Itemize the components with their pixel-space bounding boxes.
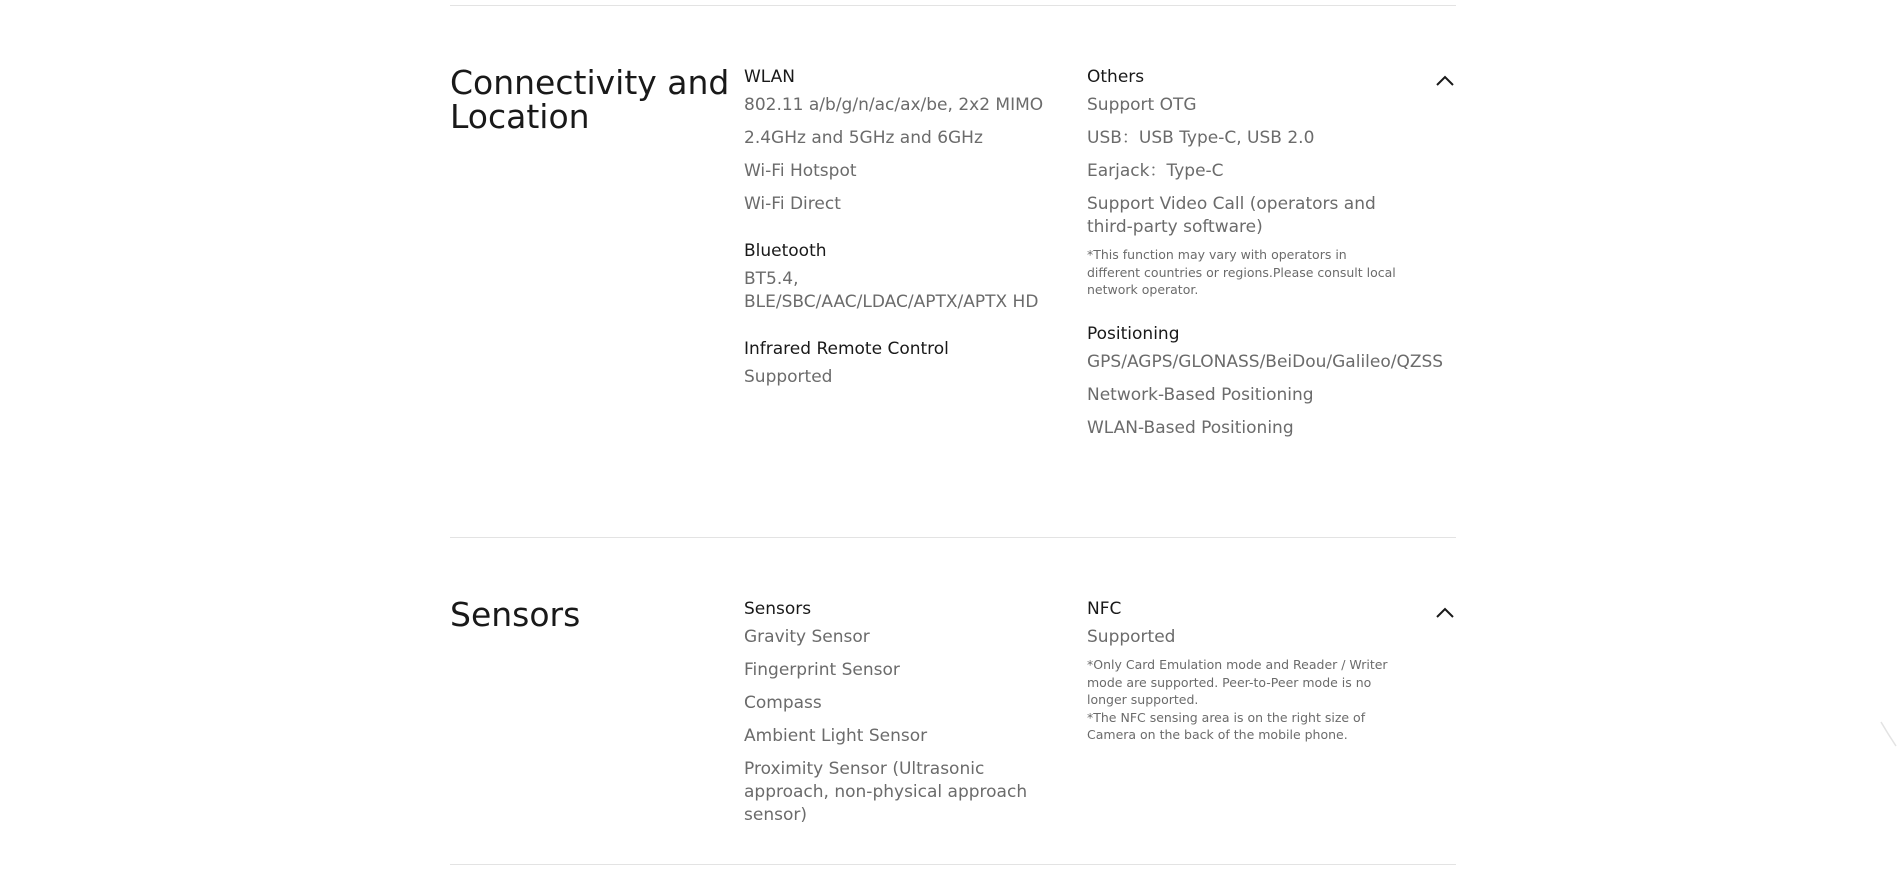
section-title-sensors: Sensors bbox=[450, 595, 581, 634]
others-item: USB：USB Type-C, USB 2.0 bbox=[1087, 128, 1315, 148]
sensors-section bbox=[450, 595, 1456, 838]
others-item: Earjack：Type-C bbox=[1087, 161, 1224, 181]
positioning-item: WLAN-Based Positioning bbox=[1087, 417, 1294, 438]
others-item: Support Video Call (operators and third-party software) bbox=[1087, 194, 1376, 237]
nfc-note: *Only Card Emulation mode and Reader / Writer mode are supported. Peer-to-Peer mode is no longer supported. bbox=[1087, 657, 1388, 707]
section-divider-bottom bbox=[450, 864, 1456, 865]
connectivity-section bbox=[450, 63, 1456, 486]
bluetooth-item: BT5.4, BLE/SBC/AAC/LDAC/APTX/APTX HD bbox=[744, 269, 1039, 312]
connectivity-column-left bbox=[744, 66, 1054, 413]
sensor-item: Proximity Sensor (Ultrasonic approach, non-physical approach sensor) bbox=[744, 759, 1028, 825]
wlan-item: 802.11 a/b/g/n/ac/ax/be, 2x2 MIMO bbox=[744, 95, 1044, 115]
sensors-column-right bbox=[1087, 598, 1397, 768]
connectivity-column-right bbox=[1087, 66, 1444, 464]
nfc-title: NFC bbox=[1087, 599, 1122, 619]
nfc-item: Supported bbox=[1087, 627, 1176, 647]
sensors-title: Sensors bbox=[744, 599, 812, 619]
bluetooth-group bbox=[744, 240, 1054, 314]
nfc-group bbox=[1087, 598, 1397, 744]
others-item: Support OTG bbox=[1087, 95, 1197, 115]
positioning-item: GPS/AGPS/GLONASS/BeiDou/Galileo/QZSS bbox=[1087, 351, 1444, 372]
wlan-item: Wi-Fi Hotspot bbox=[744, 161, 857, 181]
others-note: *This function may vary with operators in different countries or regions.Please consult local network operator. bbox=[1087, 247, 1396, 297]
others-group bbox=[1087, 66, 1397, 299]
sensor-item: Compass bbox=[744, 693, 822, 713]
chevron-up-icon[interactable] bbox=[1434, 602, 1456, 624]
positioning-item: Network-Based Positioning bbox=[1087, 384, 1314, 405]
sensors-group bbox=[744, 598, 1054, 827]
infrared-group bbox=[744, 338, 1054, 389]
positioning-title: Positioning bbox=[1087, 323, 1180, 344]
wlan-title: WLAN bbox=[744, 67, 796, 87]
edge-arc-decoration bbox=[1880, 720, 1897, 764]
sensor-item: Gravity Sensor bbox=[744, 627, 870, 647]
infrared-item: Supported bbox=[744, 367, 833, 387]
wlan-group bbox=[744, 66, 1054, 216]
section-divider-middle bbox=[450, 537, 1456, 538]
wlan-item: 2.4GHz and 5GHz and 6GHz bbox=[744, 128, 983, 148]
section-title-connectivity: Connectivity and Location bbox=[450, 63, 730, 136]
nfc-note: *The NFC sensing area is on the right size of Camera on the back of the mobile phone. bbox=[1087, 709, 1366, 742]
wlan-item: Wi-Fi Direct bbox=[744, 194, 841, 214]
section-divider-top bbox=[450, 5, 1456, 6]
sensor-item: Fingerprint Sensor bbox=[744, 660, 900, 680]
positioning-group bbox=[1087, 323, 1444, 440]
sensor-item: Ambient Light Sensor bbox=[744, 726, 928, 746]
infrared-title: Infrared Remote Control bbox=[744, 339, 949, 359]
others-title: Others bbox=[1087, 67, 1145, 87]
sensors-column-left bbox=[744, 598, 1054, 851]
bluetooth-title: Bluetooth bbox=[744, 241, 827, 261]
chevron-up-icon[interactable] bbox=[1434, 70, 1456, 92]
